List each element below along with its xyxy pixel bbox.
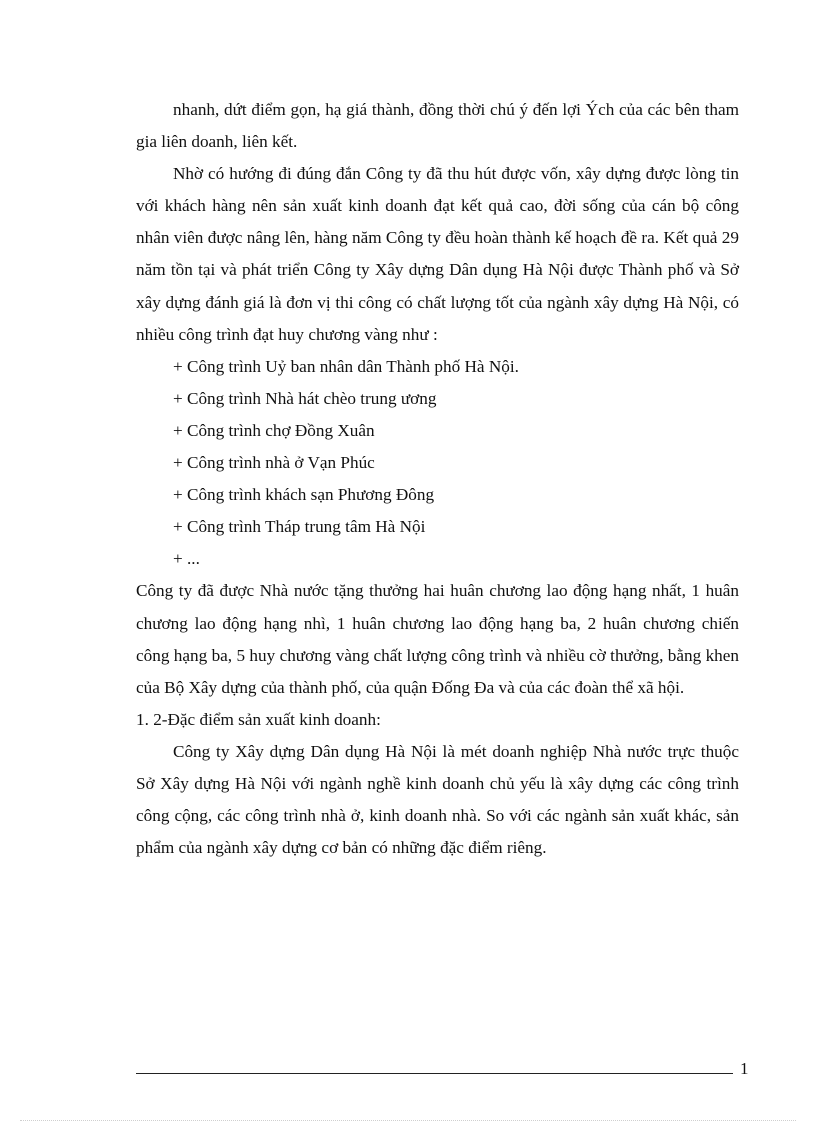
project-list [136, 351, 739, 576]
list-item: + Công trình chợ Đồng Xuân [173, 420, 375, 440]
list-item: + Công trình Uỷ ban nhân dân Thành phố Hà Nội. [173, 356, 519, 376]
paragraph-intro-continuation: nhanh, dứt điểm gọn, hạ giá thành, đồng thời chú ý đến lợi Ých của các bên tham gia liên doanh, liên kết. [136, 100, 739, 152]
list-item: + ... [173, 549, 200, 569]
paragraph-business-characteristics: Công ty Xây dựng Dân dụng Hà Nội là mét doanh nghiệp Nhà nước trực thuộc Sở Xây dựng Hà Nội với ngành nghề kinh doanh chủ yếu là xây dựng các công trình công cộng, các công trình nhà ở, kinh doanh nhà. So với các ngành sản xuất khác, sản phẩm của ngành xây dựng cơ bản có những đặc điểm riêng. [136, 741, 739, 858]
footer-rule [136, 1073, 733, 1074]
list-item: + Công trình khách sạn Phương Đông [173, 485, 435, 505]
list-item: + Công trình Nhà hát chèo trung ương [173, 388, 437, 408]
list-item: + Công trình Tháp trung tâm Hà Nội [173, 517, 426, 537]
list-item: + Công trình nhà ở Vạn Phúc [173, 453, 375, 473]
section-heading: 1. 2-Đặc điểm sản xuất kinh doanh: [136, 709, 381, 729]
page-number: 1 [740, 1059, 749, 1078]
paragraph-awards: Công ty đã được Nhà nước tặng thưởng hai huân chương lao động hạng nhất, 1 huân chương lao động hạng nhì, 1 huân chương lao động hạng ba, 2 huân chương chiến công hạng ba, 5 huy chương vàng chất lượng công trình và nhiều cờ thưởng, bằng khen của Bộ Xây dựng của thành phố, của quận Đống Đa và của các đoàn thể xã hội. [136, 581, 739, 697]
paragraph-company-achievements: Nhờ có hướng đi đúng đắn Công ty đã thu hút được vốn, xây dựng được lòng tin với khách hàng nên sản xuất kinh doanh đạt kết quả cao, đời sống của cán bộ công nhân viên được nâng lên, hàng năm Công ty đều hoàn thành kế hoạch đề ra. Kết quả 29 năm tồn tại và phát triển Công ty Xây dựng Dân dụng Hà Nội được Thành phố và Sở xây dựng đánh giá là đơn vị thi công có chất lượng tốt của ngành xây dựng Hà Nội, có nhiều công trình đạt huy chương vàng như : [136, 164, 739, 344]
page-body [136, 94, 739, 864]
page-bottom-edge [20, 1120, 796, 1121]
